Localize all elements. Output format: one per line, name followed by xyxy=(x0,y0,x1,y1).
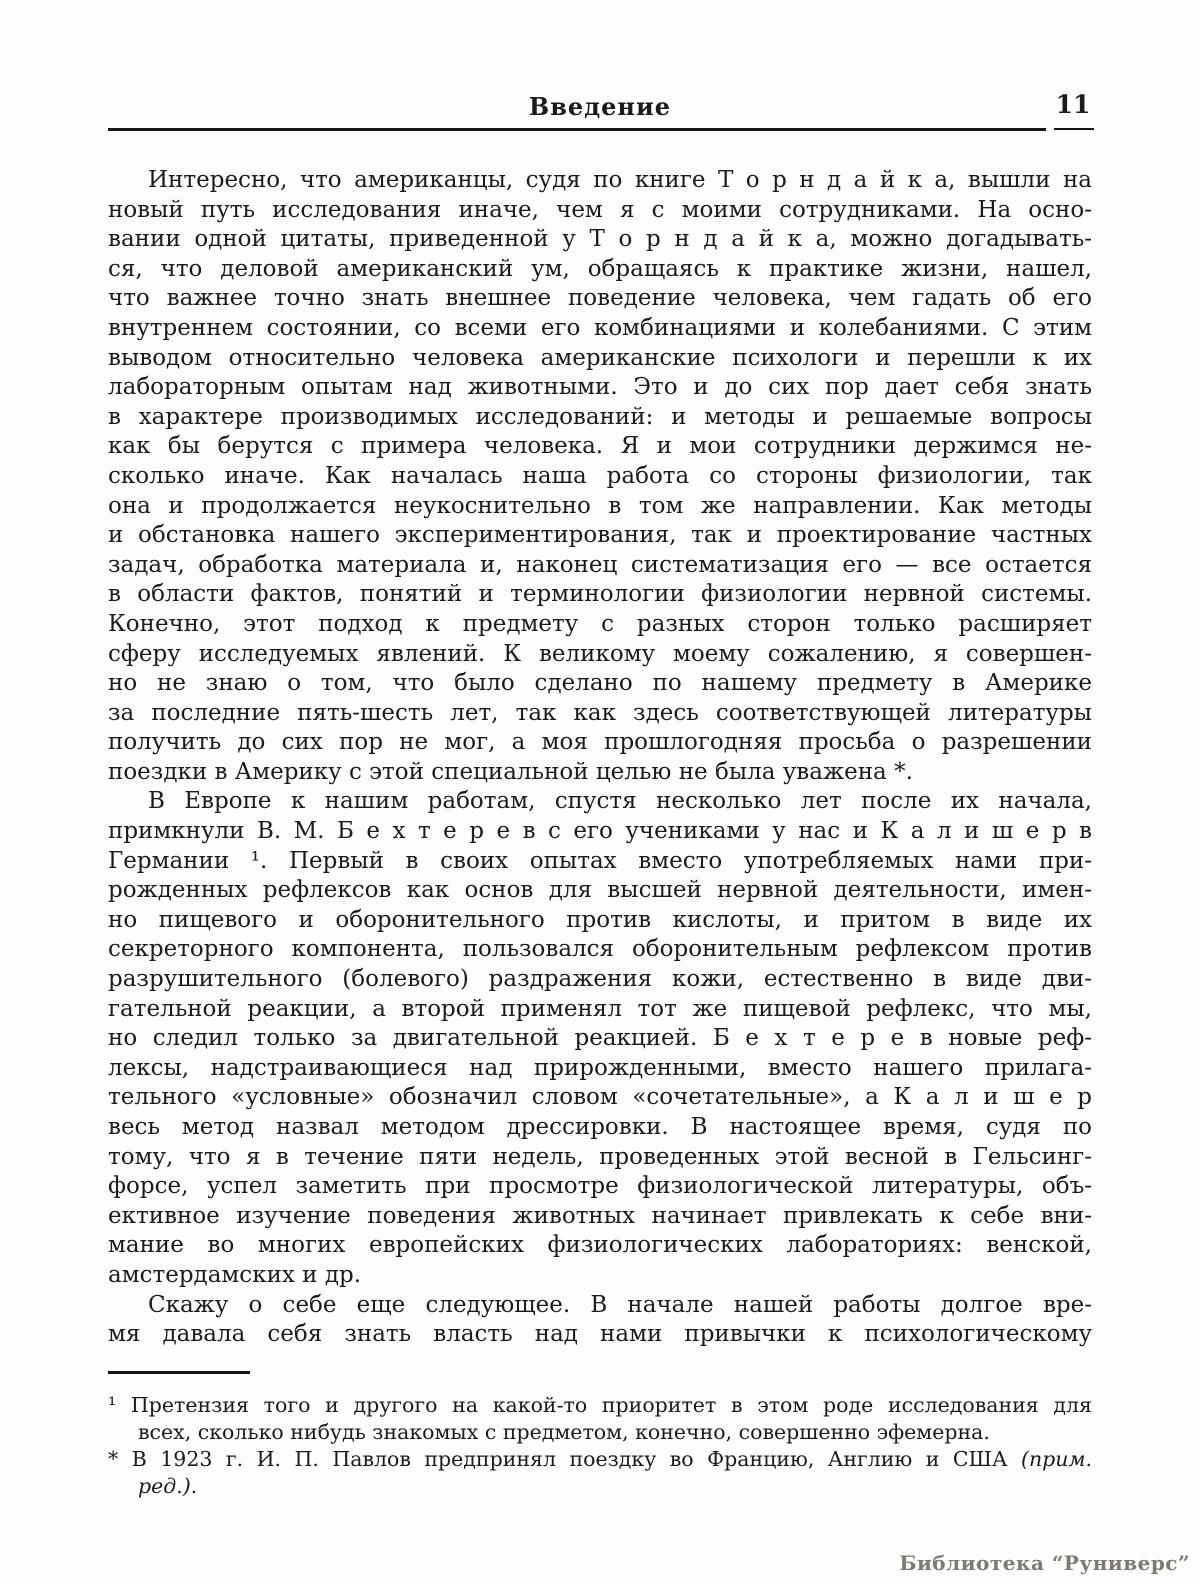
body-line: как бы берутся с примера человека. Я и мои сотрудники держимся не- xyxy=(108,433,1092,460)
body-line: ся, что деловой американский ум, обращаясь к практике жизни, нашел, xyxy=(108,255,1092,282)
body-line: Интересно, что американцы, судя по книге Т о р н д а й к а, вышли на xyxy=(148,167,1092,193)
body-line: В Европе к нашим работам, спустя несколько лет после их начала, xyxy=(148,788,1092,815)
body-line: лексы, надстраивающиеся над прирожденными, вместо нашего прилага- xyxy=(108,1054,1092,1081)
body-line: но не знаю о том, что было сделано по нашему предмету в Америке xyxy=(108,670,1092,697)
body-line: сколько иначе. Как началась наша работа со стороны физиологии, так xyxy=(108,462,1092,489)
body-line: внутреннем состоянии, со всеми его комбинациями и колебаниями. С этим xyxy=(108,314,1092,341)
footnote-line xyxy=(108,1473,1092,1500)
body-line: но пищевого и оборонительного против кислоты, и притом в виде их xyxy=(108,906,1092,933)
footnote-line xyxy=(108,1392,1092,1419)
body-line: в области фактов, понятий и терминологии физиологии нервной системы. xyxy=(108,581,1092,608)
body-line: задач, обработка материала и, наконец систематизация его — все остается xyxy=(108,551,1092,578)
body-line: и обстановка нашего экспериментирования, так и проектирование частных xyxy=(108,522,1092,549)
body-text xyxy=(108,166,1092,1350)
body-line: выводом относительно человека американские психологи и перешли к их xyxy=(108,344,1092,371)
footnote-text: * В 1923 г. И. П. Павлов предпринял поездку во Францию, Англию и США xyxy=(108,1447,1021,1471)
footnote-editor-note: (прим. xyxy=(1020,1447,1092,1471)
body-line: Германии ¹. Первый в своих опытах вместо употребляемых нами при- xyxy=(108,847,1092,874)
body-line: мание во многих европейских физиологических лабораториях: венской, xyxy=(108,1232,1092,1259)
header-rule xyxy=(108,128,1046,131)
body-line: что важнее точно знать внешнее поведение человека, чем гадать об его xyxy=(108,285,1092,312)
body-line: тельного «условные» обозначил словом «сочетательные», а К а л и ш е р xyxy=(108,1084,1092,1111)
body-line: примкнули В. М. Б е х т е р е в с его учениками у нас и К а л и ш е р в xyxy=(108,818,1092,845)
body-line: Конечно, этот подход к предмету с разных сторон только расширяет xyxy=(108,610,1092,637)
body-line: весь метод назвал методом дрессировки. В настоящее время, судя по xyxy=(108,1114,1092,1140)
body-line: но следил только за двигательной реакцией. Б е х т е р е в новые реф- xyxy=(108,1025,1092,1052)
footnote-line xyxy=(108,1446,1092,1473)
body-line: вании одной цитаты, приведенной у Т о р н д а й к а, можно догадывать- xyxy=(108,226,1092,253)
footnotes xyxy=(108,1392,1092,1500)
body-line: получить до сих пор не мог, а моя прошлогодняя просьба о разрешении xyxy=(108,729,1092,756)
footnote-line xyxy=(108,1419,1092,1446)
body-line: в характере производимых исследований: и методы и решаемые вопросы xyxy=(108,403,1092,430)
header-rule-end-segment xyxy=(1054,128,1094,130)
body-line: секреторного компонента, пользовался оборонительным рефлексом против xyxy=(108,936,1092,963)
body-line: рожденных рефлексов как основ для высшей нервной деятельности, имен- xyxy=(108,877,1092,904)
body-line: форсе, успел заметить при просмотре физиологической литературы, объ- xyxy=(108,1173,1092,1200)
footnote-text: всех, сколько нибудь знакомых с предметом, конечно, совершенно эфемерна. xyxy=(138,1420,990,1444)
body-line: Скажу о себе еще следующее. В начале нашей работы долгое вре- xyxy=(148,1291,1092,1318)
body-line: мя давала себя знать власть над нами привычки к психологическому xyxy=(108,1321,1092,1348)
body-line: разрушительного (болевого) раздражения кожи, естественно в виде дви- xyxy=(108,966,1092,993)
body-line: новый путь исследования иначе, чем я с моими сотрудниками. На осно- xyxy=(108,196,1092,223)
running-title: Введение xyxy=(528,92,672,121)
footnote-editor-note: ред.). xyxy=(138,1474,198,1498)
body-line: тому, что я в течение пяти недель, проведенных этой весной в Гельсинг- xyxy=(108,1143,1092,1170)
body-line: лабораторным опытам над животными. Это и до сих пор дает себя знать xyxy=(108,374,1092,401)
body-line: за последние пять-шесть лет, так как здесь соответствующей литературы xyxy=(108,699,1092,726)
body-line: сферу исследуемых явлений. К великому моему сожалению, я совершен- xyxy=(108,640,1092,667)
footnote-separator xyxy=(108,1371,250,1374)
body-line: ективное изучение поведения животных начинает привлекать к себе вни- xyxy=(108,1202,1092,1229)
footnote-text: ¹ Претензия того и другого на какой-то приоритет в этом роде исследования для xyxy=(108,1393,1092,1417)
body-line: амстердамских и др. xyxy=(108,1261,362,1288)
library-watermark: Библиотека “Руниверс” xyxy=(899,1551,1190,1575)
body-line: она и продолжается неукоснительно в том же направлении. Как методы xyxy=(108,492,1092,519)
body-line: гательной реакции, а второй применял тот же пищевой рефлекс, что мы, xyxy=(108,995,1092,1022)
body-line: поездки в Америку с этой специальной целью не была уважена *. xyxy=(108,758,913,785)
page-number: 11 xyxy=(1055,90,1091,119)
